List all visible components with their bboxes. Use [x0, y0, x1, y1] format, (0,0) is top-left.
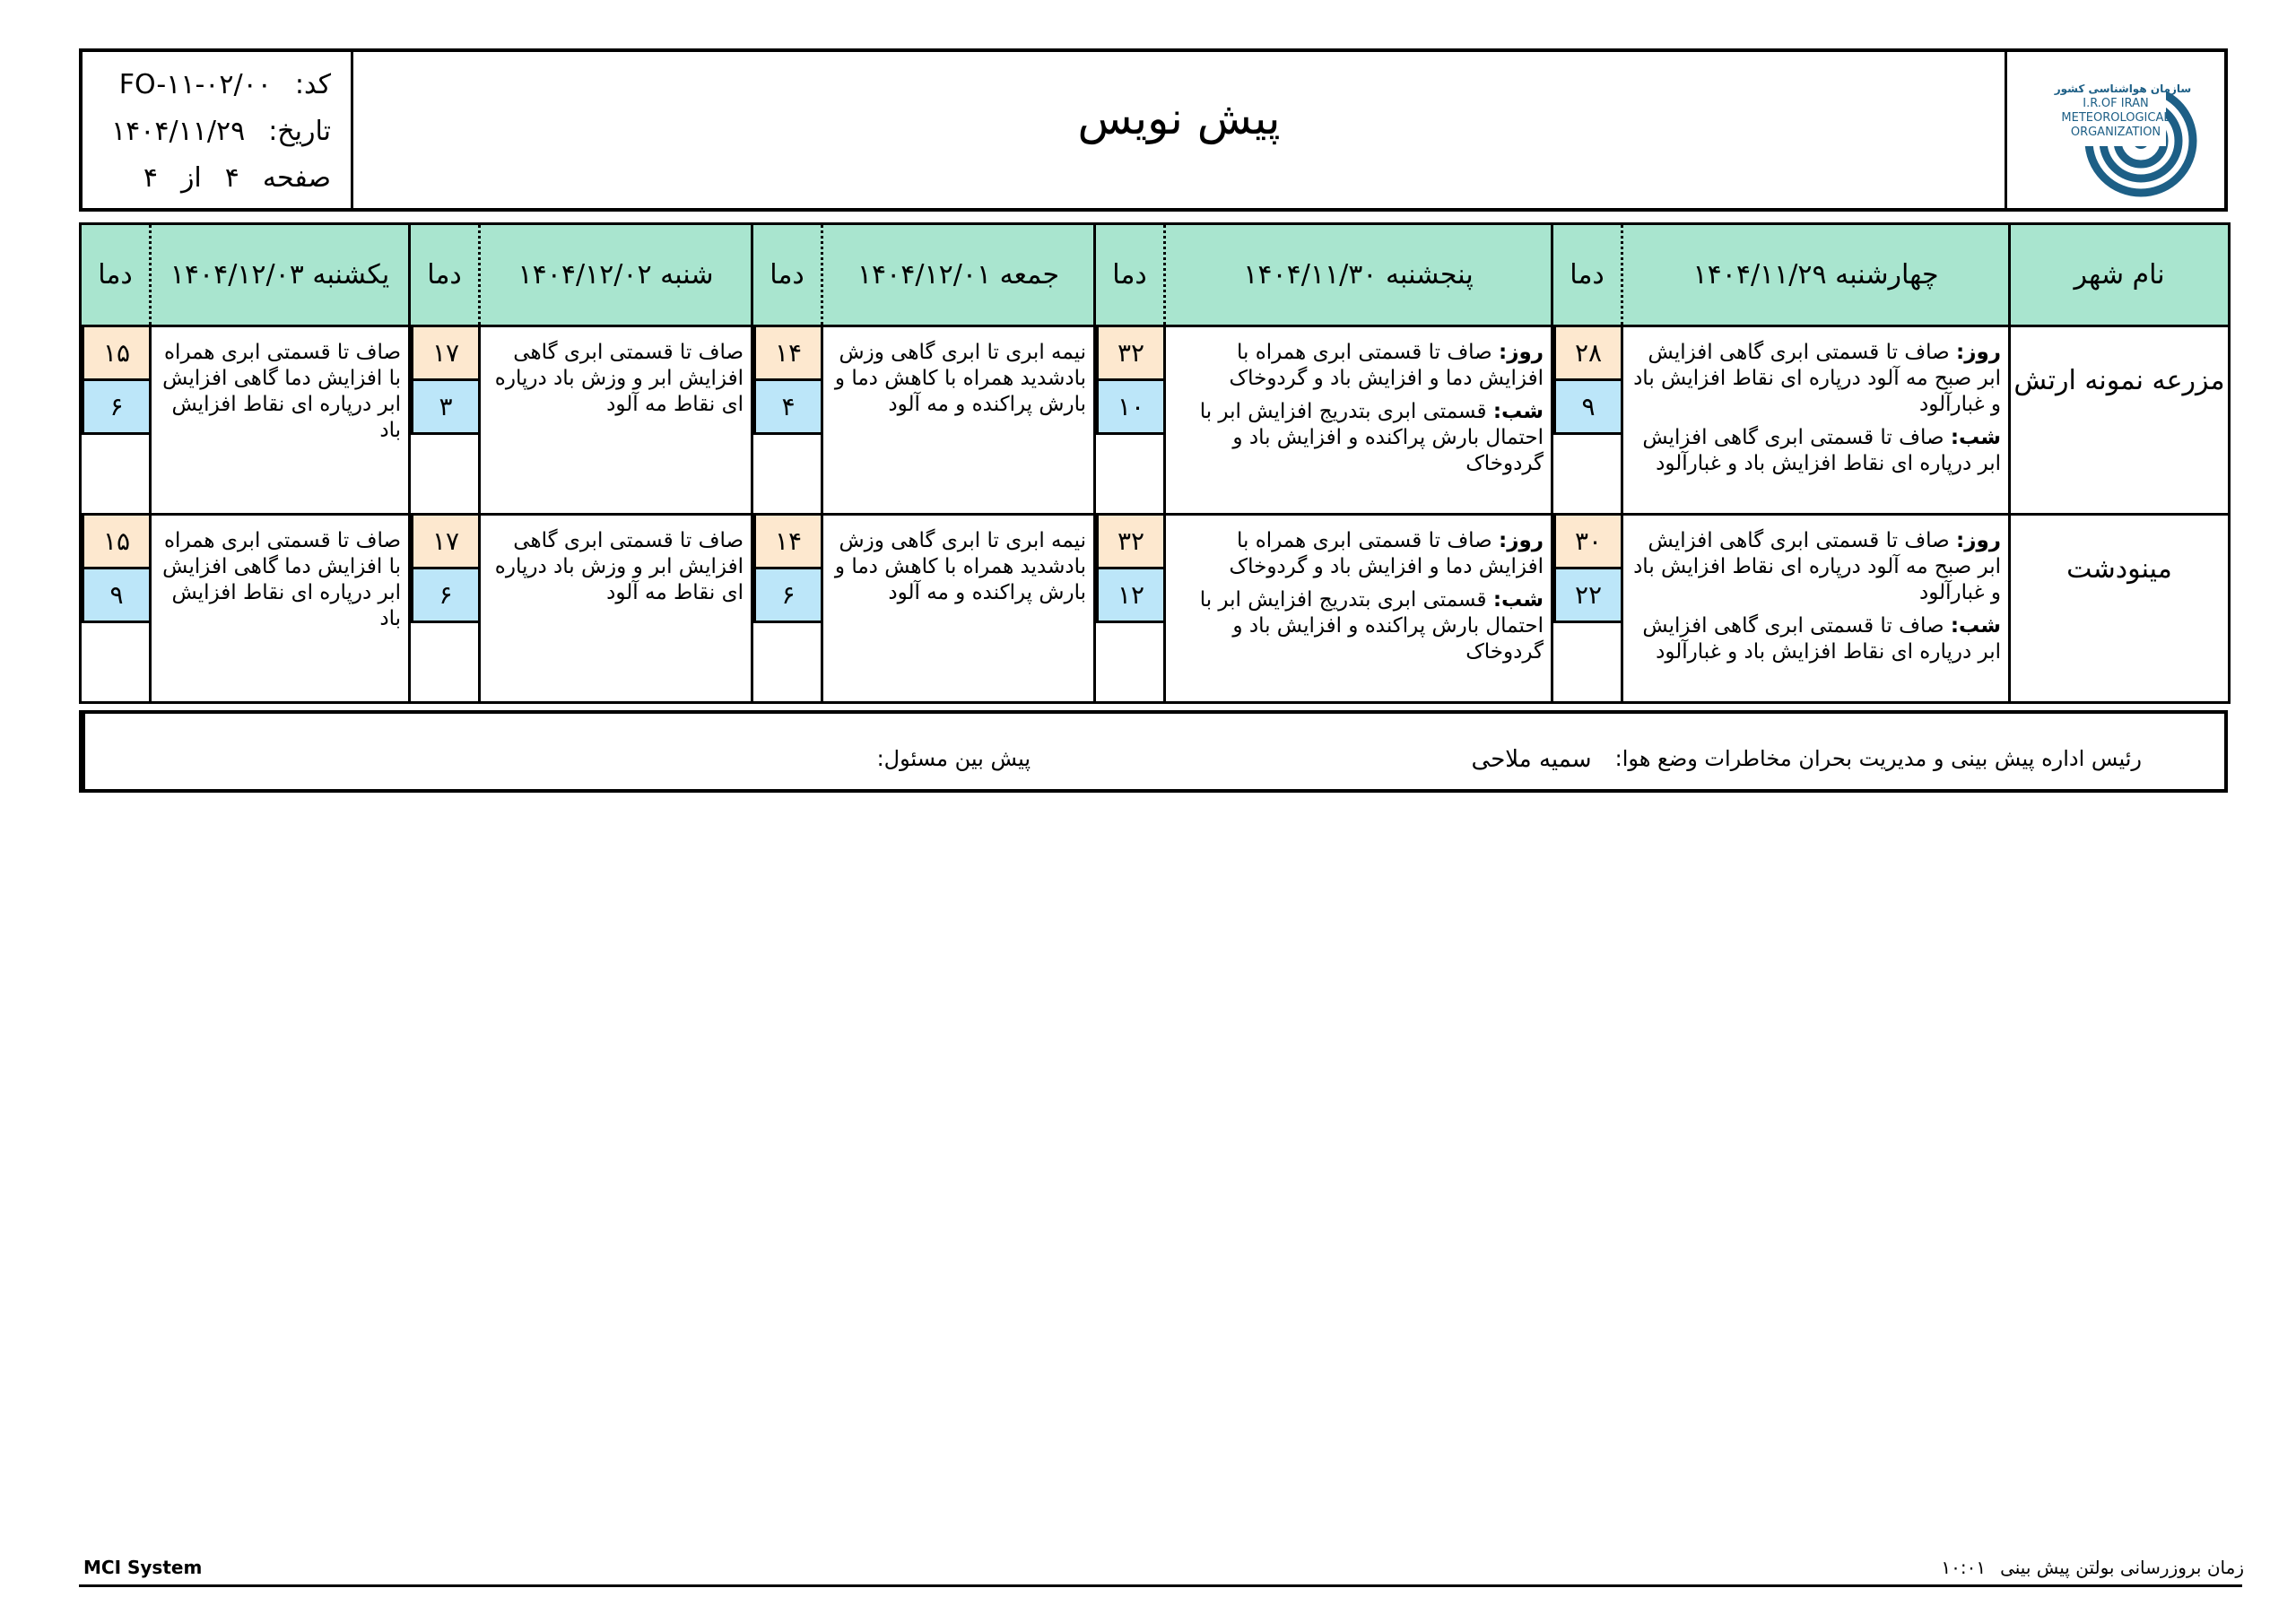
forecast-cell — [1165, 326, 1552, 515]
min-temp: ۱۰ — [1096, 381, 1163, 435]
day-header: جمعه ۱۴۰۴/۱۲/۰۱ — [822, 224, 1095, 326]
logo-text-fa: سازمان هواشناسی کشور — [2054, 82, 2192, 95]
forecast-cell: صاف تا قسمتی ابری همراه با افزایش دما گاهی افزایش ابر درپاره ای نقاط افزایش باد — [151, 326, 410, 515]
page-total: ۴ — [143, 161, 158, 194]
head-label: رئیس اداره پیش بینی و مدیریت بحران مخاطرات وضع هوا: — [1614, 746, 2142, 771]
night-forecast: شب: قسمتی ابری بتدریج افزایش ابر با احتمال بارش پراکنده و افزایش باد و گردوخاک — [1199, 400, 1544, 475]
head-cell — [1210, 714, 2224, 789]
day-header: چهارشنبه ۱۴۰۴/۱۱/۲۹ — [1622, 224, 2010, 326]
max-temp: ۳۲ — [1096, 327, 1163, 381]
page-row — [102, 154, 331, 201]
max-temp: ۱۷ — [411, 327, 478, 381]
temp-cell — [1552, 515, 1622, 703]
forecaster-cell — [83, 714, 1210, 789]
temp-cell — [410, 515, 480, 703]
code-label: کد: — [294, 68, 331, 100]
temp-cell — [1095, 326, 1165, 515]
logo-text-en-2: METEOROLOGICAL — [2061, 111, 2170, 125]
day-forecast: روز: صاف تا قسمتی ابری گاهی افزایش ابر صبح مه آلود درپاره ای نقاط افزایش باد و غبارآلود — [1633, 529, 2001, 604]
forecaster-label: پیش بین مسئول: — [876, 746, 1031, 771]
logo-text-en-1: I.R.OF IRAN — [2083, 97, 2149, 110]
signature-box — [79, 710, 2228, 793]
max-temp: ۱۷ — [411, 516, 478, 569]
night-forecast: شب: صاف تا قسمتی ابری گاهی افزایش ابر درپاره ای نقاط افزایش باد و غبارآلود — [1642, 614, 2001, 664]
page-of: از — [180, 161, 202, 194]
max-temp: ۱۵ — [82, 516, 149, 569]
min-temp: ۶ — [82, 381, 149, 435]
min-temp: ۲۲ — [1553, 569, 1621, 623]
system-name: MCI System — [83, 1557, 203, 1578]
city-name: مینودشت — [2010, 515, 2230, 703]
temp-cell — [81, 326, 151, 515]
temp-cell — [1552, 326, 1622, 515]
update-label: زمان بروزرسانی بولتن پیش بینی — [2000, 1557, 2244, 1578]
day-header: پنجشنبه ۱۴۰۴/۱۱/۳۰ — [1165, 224, 1552, 326]
temp-header: دما — [410, 224, 480, 326]
update-time-info — [1941, 1557, 2244, 1578]
head-name: سمیه ملاحی — [1471, 746, 1592, 773]
max-temp: ۳۲ — [1096, 516, 1163, 569]
day-forecast: روز: صاف تا قسمتی ابری همراه با افزایش دما و افزایش باد و گردوخاک — [1229, 529, 1544, 578]
logo-cell — [2005, 52, 2224, 208]
table-header-row — [81, 224, 2230, 326]
page-label: صفحه — [262, 161, 331, 194]
logo-text-en-3: ORGANIZATION — [2070, 126, 2161, 139]
forecast-cell: صاف تا قسمتی ابری گاهی افزایش ابر و وزش باد درپاره ای نقاط مه آلود — [480, 326, 752, 515]
min-temp: ۴ — [753, 381, 821, 435]
forecast-cell: صاف تا قسمتی ابری گاهی افزایش ابر و وزش باد درپاره ای نقاط مه آلود — [480, 515, 752, 703]
page-current: ۴ — [224, 161, 239, 194]
max-temp: ۲۸ — [1553, 327, 1621, 381]
temp-cell — [752, 515, 822, 703]
forecast-cell — [1622, 515, 2010, 703]
day-forecast: روز: صاف تا قسمتی ابری گاهی افزایش ابر صبح مه آلود درپاره ای نقاط افزایش باد و غبارآلود — [1633, 341, 2001, 416]
forecast-cell: صاف تا قسمتی ابری همراه با افزایش دما گاهی افزایش ابر درپاره ای نقاط افزایش باد — [151, 515, 410, 703]
forecast-cell — [1165, 515, 1552, 703]
temp-cell — [81, 515, 151, 703]
forecast-cell: نیمه ابری تا ابری گاهی وزش بادشدید همراه با کاهش دما و بارش پراکنده و مه آلود — [822, 326, 1095, 515]
code-value: FO-۱۱-۰۲/۰۰ — [118, 68, 272, 100]
forecast-table — [79, 222, 2231, 704]
date-row — [102, 108, 331, 154]
max-temp: ۱۴ — [753, 327, 821, 381]
forecast-cell: نیمه ابری تا ابری گاهی وزش بادشدید همراه با کاهش دما و بارش پراکنده و مه آلود — [822, 515, 1095, 703]
temp-cell — [1095, 515, 1165, 703]
temp-header: دما — [1095, 224, 1165, 326]
city-header: نام شهر — [2010, 224, 2230, 326]
day-header: شنبه ۱۴۰۴/۱۲/۰۲ — [480, 224, 752, 326]
min-temp: ۱۲ — [1096, 569, 1163, 623]
min-temp: ۶ — [753, 569, 821, 623]
date-value: ۱۴۰۴/۱۱/۲۹ — [111, 115, 246, 147]
night-forecast: شب: قسمتی ابری بتدریج افزایش ابر با احتمال بارش پراکنده و افزایش باد و گردوخاک — [1199, 588, 1544, 664]
max-temp: ۱۵ — [82, 327, 149, 381]
temp-header: دما — [752, 224, 822, 326]
document-header — [79, 48, 2228, 212]
temp-cell — [410, 326, 480, 515]
meteorological-organization-logo — [2026, 58, 2205, 202]
temp-header: دما — [81, 224, 151, 326]
min-temp: ۹ — [82, 569, 149, 623]
document-meta — [83, 52, 353, 208]
day-forecast: روز: صاف تا قسمتی ابری همراه با افزایش دما و افزایش باد و گردوخاک — [1229, 341, 1544, 390]
code-row — [102, 61, 331, 108]
temp-header: دما — [1552, 224, 1622, 326]
footer-divider — [79, 1584, 2242, 1587]
min-temp: ۶ — [411, 569, 478, 623]
table-row — [81, 515, 2230, 703]
update-time: ۱۰:۰۱ — [1941, 1557, 1987, 1578]
max-temp: ۱۴ — [753, 516, 821, 569]
city-name: مزرعه نمونه ارتش — [2010, 326, 2230, 515]
min-temp: ۳ — [411, 381, 478, 435]
forecast-cell — [1622, 326, 2010, 515]
min-temp: ۹ — [1553, 381, 1621, 435]
temp-cell — [752, 326, 822, 515]
night-forecast: شب: صاف تا قسمتی ابری گاهی افزایش ابر درپاره ای نقاط افزایش باد و غبارآلود — [1642, 426, 2001, 475]
table-row — [81, 326, 2230, 515]
max-temp: ۳۰ — [1553, 516, 1621, 569]
page-title: پیش نویس — [1077, 92, 1281, 144]
day-header: یکشنبه ۱۴۰۴/۱۲/۰۳ — [151, 224, 410, 326]
date-label: تاریخ: — [268, 115, 331, 147]
